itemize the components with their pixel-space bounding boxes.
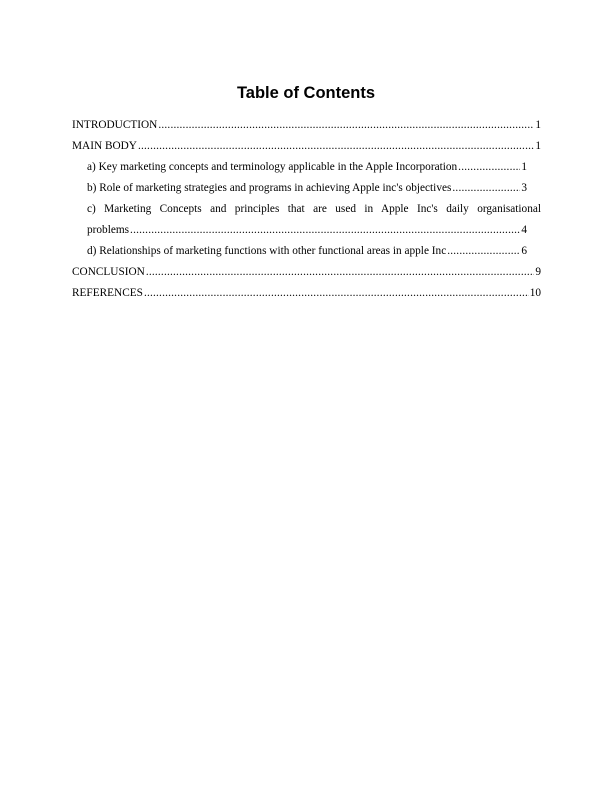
- toc-entry-continuation: [72, 220, 541, 241]
- toc-page-number: 4: [521, 224, 527, 236]
- toc-entry-label: CONCLUSION: [72, 266, 145, 278]
- toc-entry-references[interactable]: [72, 283, 541, 304]
- toc-entry-label: REFERENCES: [72, 287, 143, 299]
- dot-leader: [146, 262, 535, 283]
- toc-page-number: 1: [535, 119, 541, 131]
- toc-entry-conclusion[interactable]: [72, 262, 541, 283]
- toc-entry-label: d) Relationships of marketing functions with other functional areas in apple Inc: [87, 245, 447, 257]
- toc-entry-label: INTRODUCTION: [72, 119, 158, 131]
- toc-entry-label: MAIN BODY: [72, 140, 137, 152]
- toc-entry-label-line1: c) Marketing Concepts and principles that are used in Apple Inc's daily organisational: [87, 203, 541, 215]
- toc-entry-label: a) Key marketing concepts and terminology applicable in the Apple Incorporation: [87, 161, 458, 173]
- dot-leader: [158, 115, 534, 136]
- toc-entry-introduction[interactable]: [72, 115, 541, 136]
- toc-entry-main-body[interactable]: [72, 136, 541, 157]
- toc-entry-label: b) Role of marketing strategies and programs in achieving Apple inc's objectives: [87, 182, 452, 194]
- dot-leader: [130, 220, 520, 241]
- dot-leader: [447, 241, 520, 262]
- toc-entry-marketing-concepts-principles[interactable]: [72, 199, 541, 241]
- toc-page-number: 1: [535, 140, 541, 152]
- toc-page-number: 9: [535, 266, 541, 278]
- toc-page-number: 1: [521, 161, 527, 173]
- dot-leader: [138, 136, 534, 157]
- dot-leader: [458, 157, 520, 178]
- table-of-contents: [72, 115, 541, 304]
- dot-leader: [144, 283, 529, 304]
- toc-entry-key-marketing-concepts[interactable]: [72, 157, 541, 178]
- toc-page-number: 3: [521, 182, 527, 194]
- toc-page-number: 6: [521, 245, 527, 257]
- toc-entry-label-line2: problems: [87, 224, 130, 236]
- toc-entry-role-of-marketing-strategies[interactable]: [72, 178, 541, 199]
- toc-page-number: 10: [529, 287, 541, 299]
- dot-leader: [452, 178, 520, 199]
- toc-entry-relationships-of-marketing-functions[interactable]: [72, 241, 541, 262]
- toc-title: Table of Contents: [236, 84, 376, 102]
